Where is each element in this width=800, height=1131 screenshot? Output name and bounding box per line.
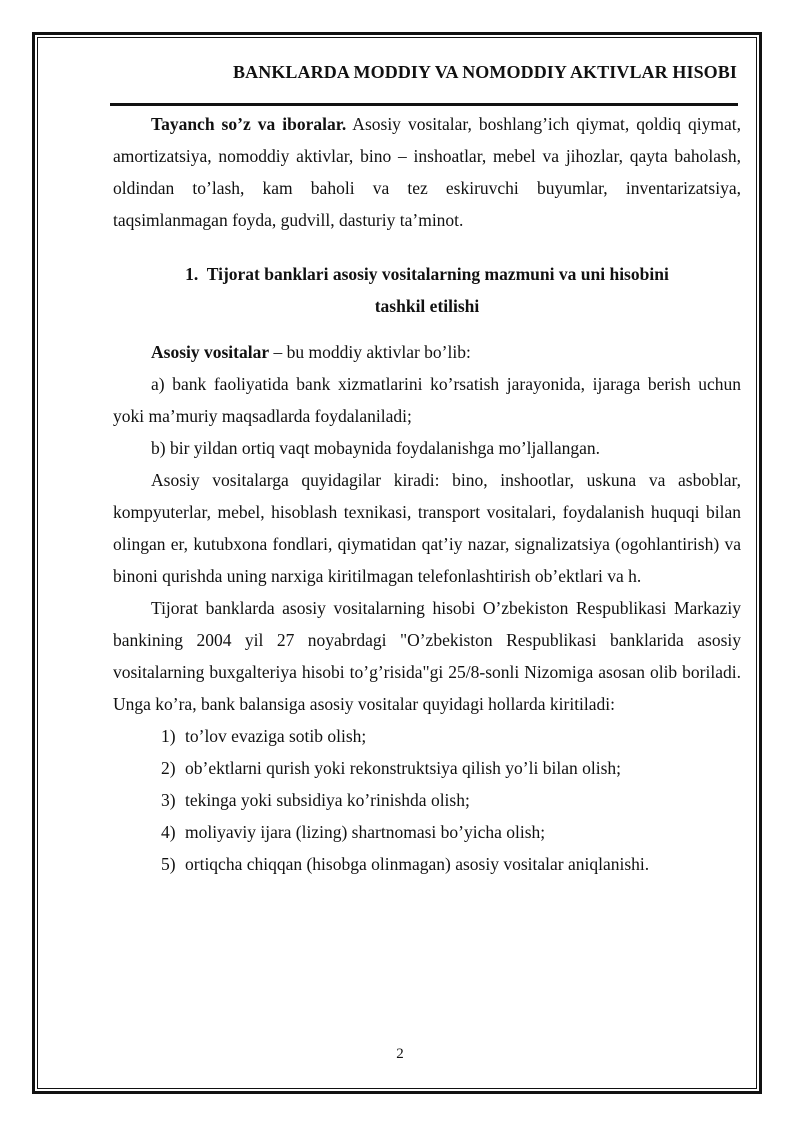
acquisition-list bbox=[113, 720, 741, 880]
document-body bbox=[113, 58, 741, 880]
list-item: 2) ob’ektlarni qurish yoki rekonstruktsiya qilish yo’li bilan olish; bbox=[161, 758, 621, 778]
definition-term: Asosiy vositalar bbox=[151, 342, 270, 362]
definition-item-a: a) bank faoliyatida bank xizmatlarini ko’rsatish jarayonida, ijaraga berish uchun yoki ma’muriy maqsadlarda foydalaniladi; bbox=[113, 374, 741, 426]
definition-text: – bu moddiy aktivlar bo’lib: bbox=[269, 342, 471, 362]
keywords-text: Asosiy vositalar, boshlang’ich qiymat, qoldiq qiymat, amortizatsiya, nomoddiy aktivlar, bino – inshoatlar, mebel va jihozlar, qayta baholash, oldindan to’lash, kam baholi va tez eskiruvchi buyumlar, inventarizatsiya, taqsimlanmagan foyda, gudvill, dasturiy ta’minot. bbox=[113, 114, 742, 230]
regulation-paragraph: Tijorat banklarda asosiy vositalarning hisobi O’zbekiston Respublikasi Markaziy bankining 2004 yil 27 noyabrdagi "O’zbekiston Respublikasi banklarida asosiy vositalarning buxgalteriya hisobi to’g’risida"gi 25/8-sonli Nizomiga asosan olib boriladi. Unga ko’ra, bank balansiga asosiy vositalar quyidagi hollarda kiritiladi: bbox=[113, 598, 741, 714]
section-heading bbox=[113, 258, 741, 322]
includes-paragraph: Asosiy vositalarga quyidagilar kiradi: bino, inshootlar, uskuna va asboblar, kompyuterlar, mebel, hisoblash texnikasi, transport vositalari, foydalanish huquqi bilan olingan er, kutubxona fondlari, qiymatidan qat’iy nazar, signalizatsiya (ogohlantirish) va binoni qurishda uning narxiga kiritilmagan telefonlashtirish ob’ektlari va h. bbox=[113, 470, 741, 586]
definition-item-b: b) bir yildan ortiq vaqt mobaynida foydalanishga mo’ljallangan. bbox=[151, 438, 601, 458]
page-number: 2 bbox=[396, 1046, 404, 1062]
keywords-paragraph bbox=[113, 108, 741, 236]
list-item: 3) tekinga yoki subsidiya ko’rinishda olish; bbox=[161, 790, 470, 810]
keywords-label: Tayanch so’z va iboralar. bbox=[151, 114, 347, 134]
section-title-line1: 1. Tijorat banklari asosiy vositalarning mazmuni va uni hisobini bbox=[185, 264, 669, 284]
list-item: 1) to’lov evaziga sotib olish; bbox=[161, 726, 367, 746]
section-number: 1. bbox=[185, 264, 199, 284]
title-divider bbox=[110, 103, 738, 106]
list-item: 5) ortiqcha chiqqan (hisobga olinmagan) asosiy vositalar aniqlanishi. bbox=[161, 854, 650, 874]
document-title: BANKLARDA MODDIY VA NOMODDIY AKTIVLAR HISOBI bbox=[233, 62, 737, 82]
definition-paragraph bbox=[113, 336, 741, 368]
section-title-line2: tashkil etilishi bbox=[374, 296, 480, 316]
list-item: 4) moliyaviy ijara (lizing) shartnomasi bo’yicha olish; bbox=[161, 822, 546, 842]
